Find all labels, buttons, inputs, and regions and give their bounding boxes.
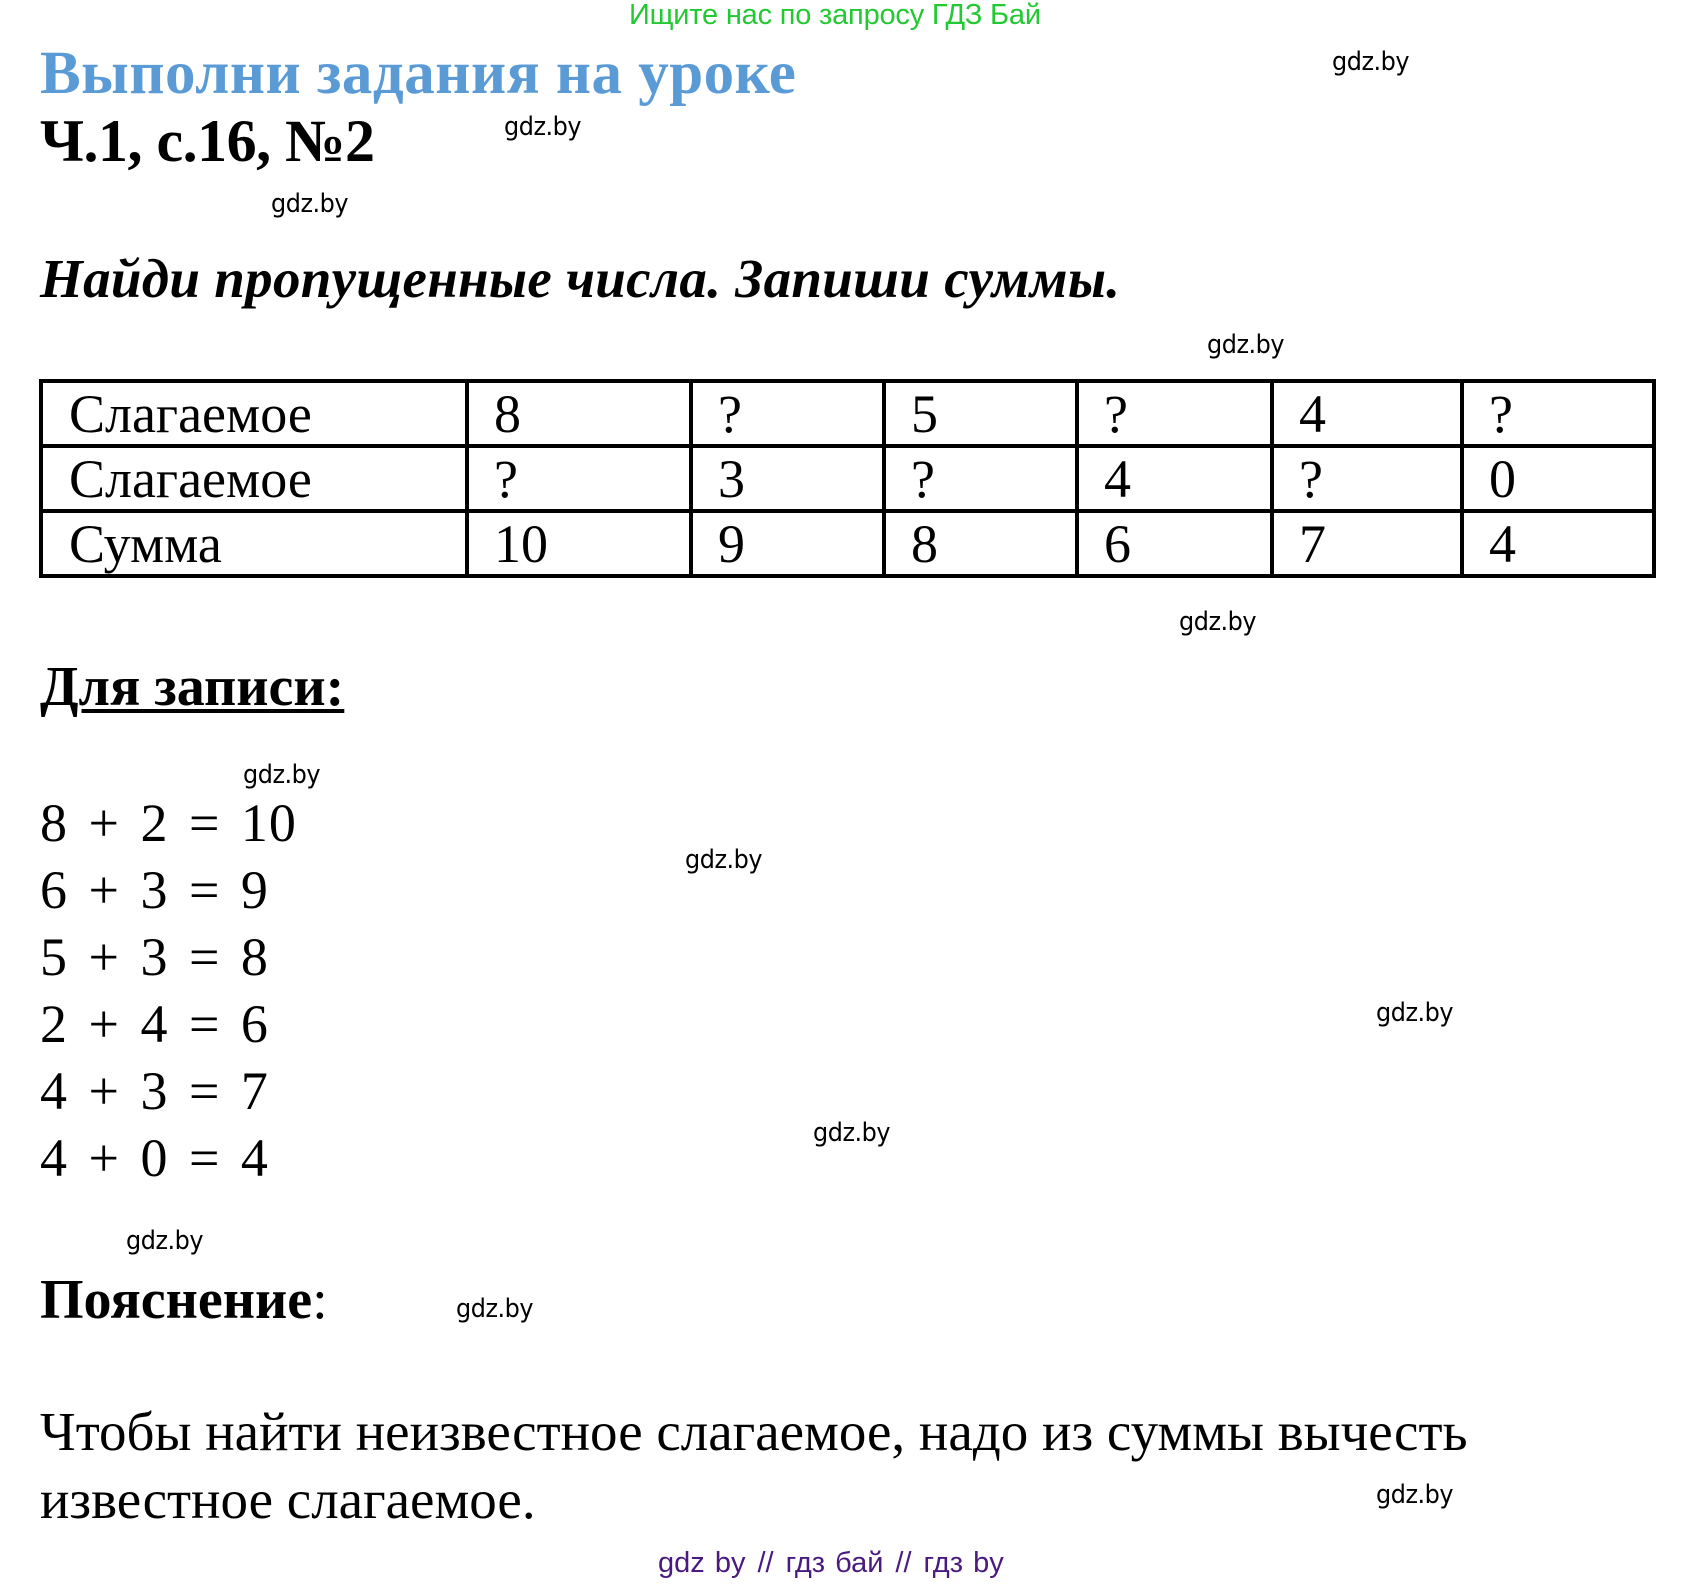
equation: 2 + 4 = 6 xyxy=(40,994,269,1054)
table-cell: 4 xyxy=(1462,511,1654,576)
exercise-reference: Ч.1, с.16, №2 xyxy=(40,108,375,174)
equation: 5 + 3 = 8 xyxy=(40,927,269,987)
row-label: Слагаемое xyxy=(41,381,467,446)
table-row-addend-1 xyxy=(41,381,1654,446)
equation: 8 + 2 = 10 xyxy=(40,793,297,853)
watermark: gdz.by xyxy=(1376,1480,1454,1510)
watermark: gdz.by xyxy=(813,1118,891,1148)
watermark: gdz.by xyxy=(1179,607,1257,637)
record-heading: Для записи: xyxy=(40,656,345,718)
footer-separator: // xyxy=(895,1547,912,1579)
footer-links xyxy=(658,1546,1004,1580)
task-instruction: Найди пропущенные числа. Запиши суммы. xyxy=(40,248,1121,309)
page-title: Выполни задания на уроке xyxy=(40,40,797,107)
explanation-heading-text: Пояснение xyxy=(40,1269,313,1331)
equation-list xyxy=(40,790,297,1192)
explanation-text: Чтобы найти неизвестное слагаемое, надо из суммы вычесть известное слагаемое. xyxy=(40,1401,1468,1530)
table-cell: ? xyxy=(1462,381,1654,446)
table-cell: 4 xyxy=(1077,446,1272,511)
table-cell: 3 xyxy=(691,446,884,511)
watermark: gdz.by xyxy=(1207,330,1285,360)
table-cell: 6 xyxy=(1077,511,1272,576)
row-label: Слагаемое xyxy=(41,446,467,511)
footer-link-gdz-by-cyr[interactable]: гдз by xyxy=(923,1547,1004,1579)
watermark: gdz.by xyxy=(685,845,763,875)
explanation-heading xyxy=(40,1268,328,1332)
table-cell: 8 xyxy=(884,511,1077,576)
watermark: gdz.by xyxy=(504,112,582,142)
table-cell: ? xyxy=(1272,446,1462,511)
footer-link-gdz-by[interactable]: gdz by xyxy=(658,1547,746,1579)
table-cell: 9 xyxy=(691,511,884,576)
watermark: gdz.by xyxy=(1376,998,1454,1028)
table-cell: 10 xyxy=(467,511,691,576)
table-cell: 0 xyxy=(1462,446,1654,511)
watermark: gdz.by xyxy=(456,1294,534,1324)
table-cell: 4 xyxy=(1272,381,1462,446)
addends-table xyxy=(39,379,1656,578)
equation: 4 + 0 = 4 xyxy=(40,1128,269,1188)
table-cell: ? xyxy=(691,381,884,446)
table-cell: ? xyxy=(1077,381,1272,446)
watermark: gdz.by xyxy=(126,1226,204,1256)
watermark: gdz.by xyxy=(243,760,321,790)
row-label: Сумма xyxy=(41,511,467,576)
table-cell: 8 xyxy=(467,381,691,446)
watermark: gdz.by xyxy=(271,189,349,219)
table-cell: ? xyxy=(884,446,1077,511)
table-cell: 5 xyxy=(884,381,1077,446)
equation: 6 + 3 = 9 xyxy=(40,860,269,920)
search-banner: Ищите нас по запросу ГДЗ Бай xyxy=(629,0,1041,31)
table-row-addend-2 xyxy=(41,446,1654,511)
equation: 4 + 3 = 7 xyxy=(40,1061,269,1121)
explanation-colon: : xyxy=(312,1269,328,1331)
footer-link-gdz-bai[interactable]: гдз бай xyxy=(785,1547,884,1579)
watermark: gdz.by xyxy=(1332,47,1410,77)
table-cell: ? xyxy=(467,446,691,511)
table-cell: 7 xyxy=(1272,511,1462,576)
table-row-sum xyxy=(41,511,1654,576)
footer-separator: // xyxy=(757,1547,774,1579)
